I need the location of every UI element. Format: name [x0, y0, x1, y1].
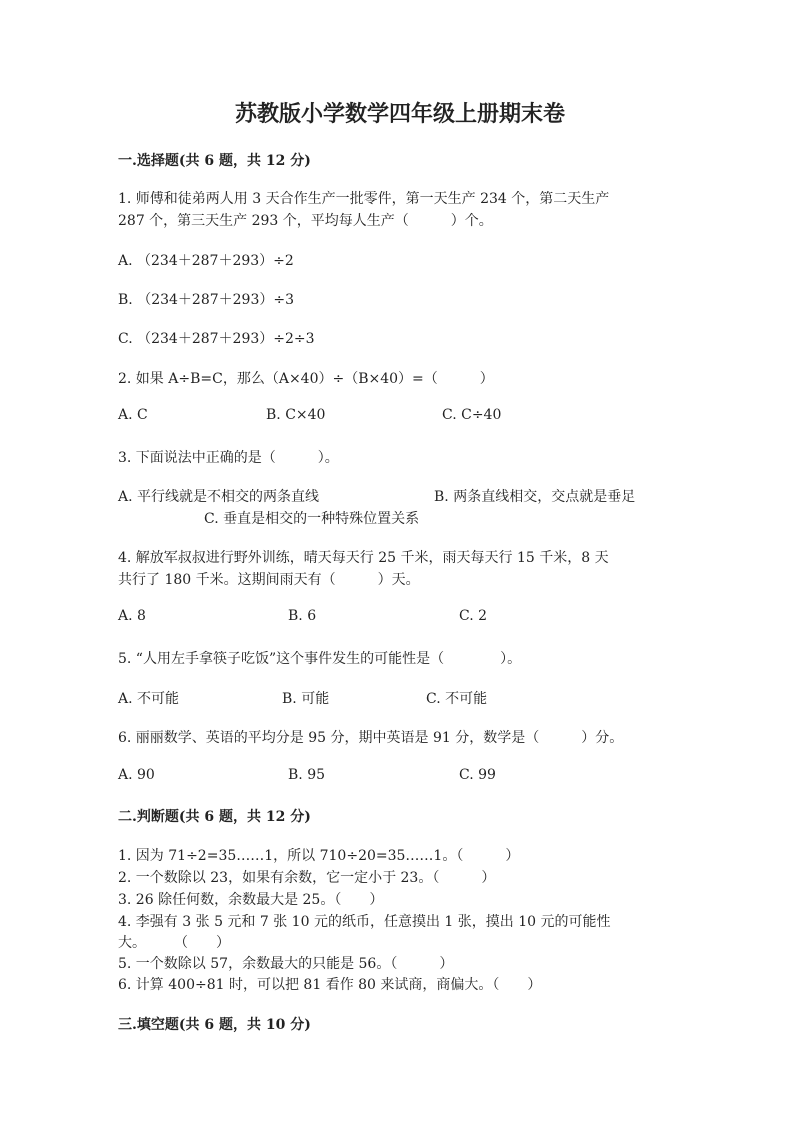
page-title: 苏教版小学数学四年级上册期末卷 [234, 101, 565, 127]
judgment-line-4-continued: 大。 （ ） [118, 935, 230, 951]
question-5-stem: 5. “人用左手拿筷子吃饭”这个事件发生的可能性是（ ）。 [118, 651, 522, 667]
question-6-option-a: A. 90 [118, 767, 155, 783]
section-heading-choice: 一.选择题(共 6 题，共 12 分) [118, 153, 311, 169]
question-3-option-a: A. 平行线就是不相交的两条直线 [118, 489, 320, 505]
question-3-option-b: B. 两条直线相交，交点就是垂足 [434, 489, 636, 505]
section-heading-fill-in: 三.填空题(共 6 题，共 10 分) [118, 1017, 311, 1033]
question-1-option-a: A. （234＋287＋293）÷2 [118, 253, 294, 269]
question-6-stem: 6. 丽丽数学、英语的平均分是 95 分，期中英语是 91 分，数学是（ ）分。 [118, 730, 624, 746]
question-2-option-b: B. C×40 [266, 407, 326, 423]
question-1-line-2: 287 个，第三天生产 293 个，平均每人生产（ ）个。 [118, 213, 493, 229]
question-5-option-b: B. 可能 [282, 691, 330, 707]
section-heading-judgment: 二.判断题(共 6 题，共 12 分) [118, 809, 311, 825]
judgment-line-6: 6. 计算 400÷81 时，可以把 81 看作 80 来试商，商偏大。（ ） [118, 977, 542, 993]
judgment-line-1: 1. 因为 71÷2=35……1，所以 710÷20=35……1。（ ） [118, 848, 520, 864]
judgment-line-4: 4. 李强有 3 张 5 元和 7 张 10 元的纸币，任意摸出 1 张，摸出 10 元的可能性 [118, 914, 611, 930]
question-4-option-b: B. 6 [288, 608, 317, 624]
question-4-option-a: A. 8 [118, 608, 146, 624]
question-4-option-c: C. 2 [459, 608, 488, 624]
question-1-option-b: B. （234＋287＋293）÷3 [118, 292, 294, 308]
question-3-option-c: C. 垂直是相交的一种特殊位置关系 [204, 511, 420, 527]
judgment-line-3: 3. 26 除任何数，余数最大是 25。（ ） [118, 892, 384, 908]
judgment-line-2: 2. 一个数除以 23，如果有余数，它一定小于 23。（ ） [118, 870, 496, 886]
question-3-stem: 3. 下面说法中正确的是（ ）。 [118, 450, 339, 466]
question-6-option-b: B. 95 [288, 767, 326, 783]
question-4-line-1: 4. 解放军叔叔进行野外训练，晴天每天行 25 千米，雨天每天行 15 千米，8 天 [118, 550, 609, 566]
question-5-option-a: A. 不可能 [118, 691, 180, 707]
judgment-line-5: 5. 一个数除以 57，余数最大的只能是 56。（ ） [118, 956, 454, 972]
question-6-option-c: C. 99 [459, 767, 496, 783]
question-5-option-c: C. 不可能 [426, 691, 488, 707]
question-2-option-a: A. C [118, 407, 148, 423]
question-4-line-2: 共行了 180 千米。这期间雨天有（ ）天。 [118, 572, 420, 588]
question-2-option-c: C. C÷40 [442, 407, 502, 423]
question-1-line-1: 1. 师傅和徒弟两人用 3 天合作生产一批零件，第一天生产 234 个，第二天生产 [118, 191, 610, 207]
question-2-stem: 2. 如果 A÷B=C，那么（A×40）÷（B×40）=（ ） [118, 371, 494, 387]
question-1-option-c: C. （234＋287＋293）÷2÷3 [118, 331, 315, 347]
